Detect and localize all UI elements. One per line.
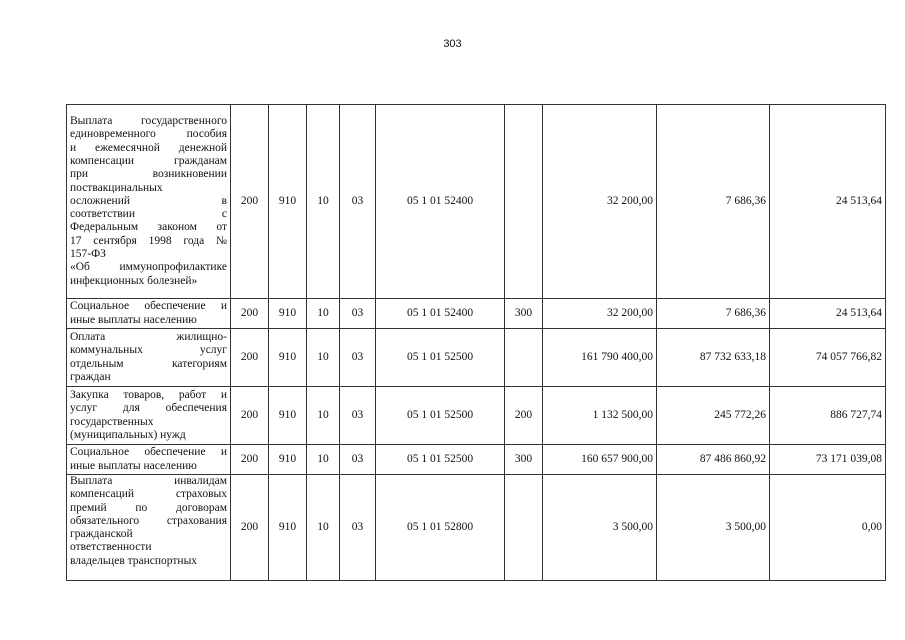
description-line: граждан: [70, 370, 111, 383]
cell-expense-type: [505, 105, 543, 299]
cell-amount-executed: 87 486 860,92: [657, 445, 770, 475]
cell-target-article: 05 1 01 52400: [376, 105, 505, 299]
table-row: [67, 445, 886, 475]
cell-amount-remaining: 73 171 039,08: [770, 445, 886, 475]
cell-subsection: 03: [340, 445, 376, 475]
cell-amount-remaining: 0,00: [770, 475, 886, 581]
cell-code-1: 200: [231, 387, 269, 445]
budget-table: [66, 104, 886, 581]
cell-amount-executed: 245 772,26: [657, 387, 770, 445]
description-line: коммунальных услуг: [70, 344, 227, 357]
cell-amount-remaining: 24 513,64: [770, 105, 886, 299]
cell-code-1: 200: [231, 299, 269, 329]
cell-subsection: 03: [340, 105, 376, 299]
cell-expense-type: 200: [505, 387, 543, 445]
table-row: [67, 105, 886, 299]
cell-description: [67, 445, 231, 475]
cell-section: 10: [307, 387, 340, 445]
cell-subsection: 03: [340, 329, 376, 387]
description-line: Социальное обеспечение и: [70, 300, 227, 313]
cell-code-2: 910: [269, 299, 307, 329]
cell-subsection: 03: [340, 387, 376, 445]
cell-code-1: 200: [231, 445, 269, 475]
cell-section: 10: [307, 475, 340, 581]
cell-expense-type: 300: [505, 299, 543, 329]
cell-amount-remaining: 74 057 766,82: [770, 329, 886, 387]
cell-target-article: 05 1 01 52400: [376, 299, 505, 329]
description-line: государственных: [70, 415, 154, 428]
cell-amount-plan: 161 790 400,00: [543, 329, 657, 387]
cell-code-2: 910: [269, 475, 307, 581]
cell-amount-executed: 7 686,36: [657, 105, 770, 299]
cell-code-2: 910: [269, 105, 307, 299]
cell-code-1: 200: [231, 329, 269, 387]
description-line: Оплата жилищно-: [70, 330, 227, 343]
cell-amount-plan: 32 200,00: [543, 299, 657, 329]
table-body: [67, 105, 886, 581]
description-line: Социальное обеспечение и: [70, 446, 227, 459]
description-line: осложнений в: [70, 194, 227, 207]
cell-section: 10: [307, 329, 340, 387]
table-row: [67, 475, 886, 581]
cell-amount-plan: 3 500,00: [543, 475, 657, 581]
table-row: [67, 329, 886, 387]
description-line: компенсации гражданам: [70, 154, 227, 167]
page-number: 303: [443, 38, 462, 50]
description-line: Выплата инвалидам: [70, 475, 227, 487]
cell-section: 10: [307, 299, 340, 329]
description-line: обязательного страхования: [70, 514, 227, 527]
cell-amount-plan: 160 657 900,00: [543, 445, 657, 475]
cell-description: [67, 329, 231, 387]
description-line: иные выплаты населению: [70, 459, 197, 472]
cell-target-article: 05 1 01 52500: [376, 387, 505, 445]
cell-amount-executed: 3 500,00: [657, 475, 770, 581]
cell-description: [67, 105, 231, 299]
cell-section: 10: [307, 445, 340, 475]
description-line: владельцев транспортных: [70, 554, 198, 567]
cell-amount-remaining: 24 513,64: [770, 299, 886, 329]
description-line: единовременного пособия: [70, 128, 227, 141]
description-line: Выплата государственного: [70, 115, 227, 128]
cell-target-article: 05 1 01 52500: [376, 445, 505, 475]
cell-amount-plan: 32 200,00: [543, 105, 657, 299]
description-line: 17 сентября 1998 года №: [70, 234, 227, 247]
description-line: соответствии с: [70, 208, 227, 221]
table-row: [67, 387, 886, 445]
cell-amount-remaining: 886 727,74: [770, 387, 886, 445]
description-line: компенсаций страховых: [70, 488, 227, 501]
table-row: [67, 299, 886, 329]
description-line: при возникновении: [70, 168, 227, 181]
cell-code-2: 910: [269, 329, 307, 387]
cell-amount-executed: 87 732 633,18: [657, 329, 770, 387]
cell-description: [67, 387, 231, 445]
cell-target-article: 05 1 01 52800: [376, 475, 505, 581]
cell-amount-executed: 7 686,36: [657, 299, 770, 329]
cell-expense-type: [505, 475, 543, 581]
description-line: премий по договорам: [70, 501, 227, 514]
cell-description: [67, 475, 231, 581]
cell-expense-type: [505, 329, 543, 387]
description-line: услуг для обеспечения: [70, 402, 227, 415]
cell-subsection: 03: [340, 475, 376, 581]
description-line: 157-ФЗ: [70, 248, 106, 261]
description-line: инфекционных болезней»: [70, 274, 198, 287]
description-line: (муниципальных) нужд: [70, 428, 186, 441]
description-line: иные выплаты населению: [70, 313, 197, 326]
cell-expense-type: 300: [505, 445, 543, 475]
description-line: и ежемесячной денежной: [70, 141, 227, 154]
description-line: Федеральным законом от: [70, 221, 227, 234]
cell-code-2: 910: [269, 445, 307, 475]
description-line: ответственности: [70, 541, 152, 554]
cell-code-1: 200: [231, 105, 269, 299]
description-line: отдельным категориям: [70, 357, 227, 370]
description-line: Закупка товаров, работ и: [70, 388, 227, 401]
cell-subsection: 03: [340, 299, 376, 329]
description-line: гражданской: [70, 528, 133, 541]
cell-target-article: 05 1 01 52500: [376, 329, 505, 387]
cell-section: 10: [307, 105, 340, 299]
cell-description: [67, 299, 231, 329]
cell-amount-plan: 1 132 500,00: [543, 387, 657, 445]
description-line: поствакцинальных: [70, 181, 163, 194]
cell-code-2: 910: [269, 387, 307, 445]
description-line: «Об иммунопрофилактике: [70, 261, 227, 274]
cell-code-1: 200: [231, 475, 269, 581]
